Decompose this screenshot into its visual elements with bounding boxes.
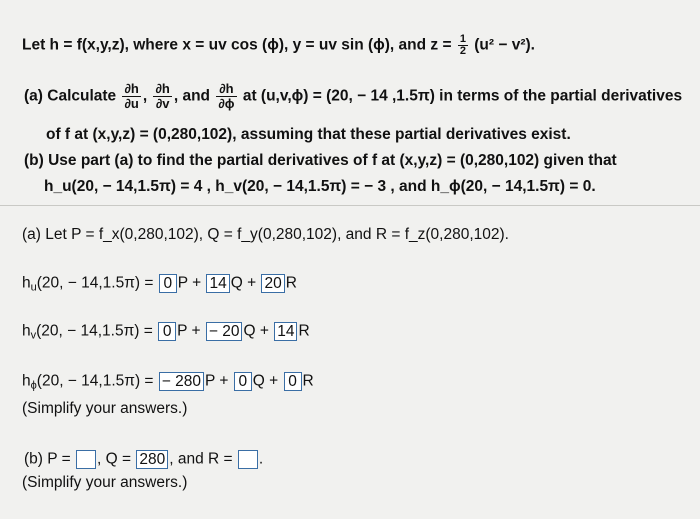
dh-dv-fraction — [153, 82, 171, 111]
hphi-prefix: (20, − 14,1.5π) = — [36, 372, 154, 390]
b-q-label: Q = — [105, 450, 132, 468]
hphi-equation: $h_\phi(20$, − 14,1.5π) = − 280 P + 0 Q + 0 R — [22, 372, 314, 392]
dh-dphi-den: ∂ϕ — [218, 96, 235, 111]
part-a-label: (a) Calculate — [24, 87, 117, 105]
problem-intro — [22, 34, 535, 57]
intro-text: Let h = f(x,y,z), where x = uv cos (ϕ), y = uv sin (ϕ), and z = — [22, 36, 452, 54]
dh-dv-num: ∂h — [155, 81, 170, 96]
half-fraction — [458, 34, 468, 57]
b-and-r: , and R = — [169, 450, 233, 468]
b-q-input[interactable]: 280 — [136, 450, 168, 469]
hu-q-coefficient[interactable]: 14 — [206, 274, 229, 293]
intro-tail: (u² − v²). — [474, 36, 535, 54]
half-numerator: 1 — [459, 33, 466, 45]
hv-equation: $h_v(20$, − 14,1.5π) = 0 P + − 20 Q + 14 R — [22, 322, 310, 342]
part-b-line1: (b) Use part (a) to find the partial derivatives of f at (x,y,z) = (0,280,102) given that — [24, 152, 617, 169]
dh-du-fraction — [122, 82, 140, 111]
and-text: , and — [173, 87, 211, 105]
answer-b: (b) P = , Q = 280 , and R = . — [24, 450, 264, 468]
part-a-statement: (a) Calculate $\frac{\partial h}{\partial u}$ , $\frac{\partial h}{\partial v}$ , and $\frac{\partial h}{\partial\phi}$ at (u,v,ϕ) = (20, − 14 ,1.5π) in terms of the partial derivatives — [24, 81, 683, 111]
dh-dphi-num: ∂h — [216, 82, 236, 97]
b-label: (b) P = — [24, 450, 71, 468]
hu-p-coefficient[interactable]: 0 — [159, 274, 177, 293]
answer-a-heading: (a) Let P = f_x(0,280,102), Q = f_y(0,280,102), and R = f_z(0,280,102). — [22, 226, 509, 243]
simplify-note-2: (Simplify your answers.) — [22, 474, 188, 491]
dh-dv-den: ∂v — [155, 96, 170, 111]
simplify-note-1: (Simplify your answers.) — [22, 400, 188, 417]
hu-prefix: (20, − 14,1.5π) = — [36, 274, 154, 292]
hu-equation: $h_u(20$, − 14,1.5π) = 0 P + 14 Q + 20 R — [22, 274, 297, 294]
hv-q-coefficient[interactable]: − 20 — [206, 322, 243, 341]
dh-du-num: ∂h — [124, 81, 139, 96]
hphi-r-coefficient[interactable]: 0 — [284, 372, 302, 391]
dh-dphi-fraction — [216, 82, 236, 111]
part-a-tail: at (u,v,ϕ) = (20, − 14 ,1.5π) in terms of the partial derivatives — [242, 87, 683, 105]
b-p-input[interactable] — [76, 450, 96, 469]
section-divider — [0, 205, 700, 206]
dh-du-den: ∂u — [124, 96, 139, 111]
b-r-input[interactable] — [238, 450, 258, 469]
part-a-line2: of f at (x,y,z) = (0,280,102), assuming that these partial derivatives exist. — [46, 126, 571, 143]
hu-r-coefficient[interactable]: 20 — [261, 274, 284, 293]
hv-p-coefficient[interactable]: 0 — [158, 322, 176, 341]
hv-prefix: (20, − 14,1.5π) = — [36, 322, 153, 340]
hv-r-coefficient[interactable]: 14 — [274, 322, 297, 341]
part-b-line2: h_u(20, − 14,1.5π) = 4 , h_v(20, − 14,1.5π) = − 3 , and h_ϕ(20, − 14,1.5π) = 0. — [44, 178, 596, 195]
hphi-q-coefficient[interactable]: 0 — [234, 372, 252, 391]
hphi-p-coefficient[interactable]: − 280 — [159, 372, 204, 391]
half-denominator: 2 — [459, 45, 466, 57]
